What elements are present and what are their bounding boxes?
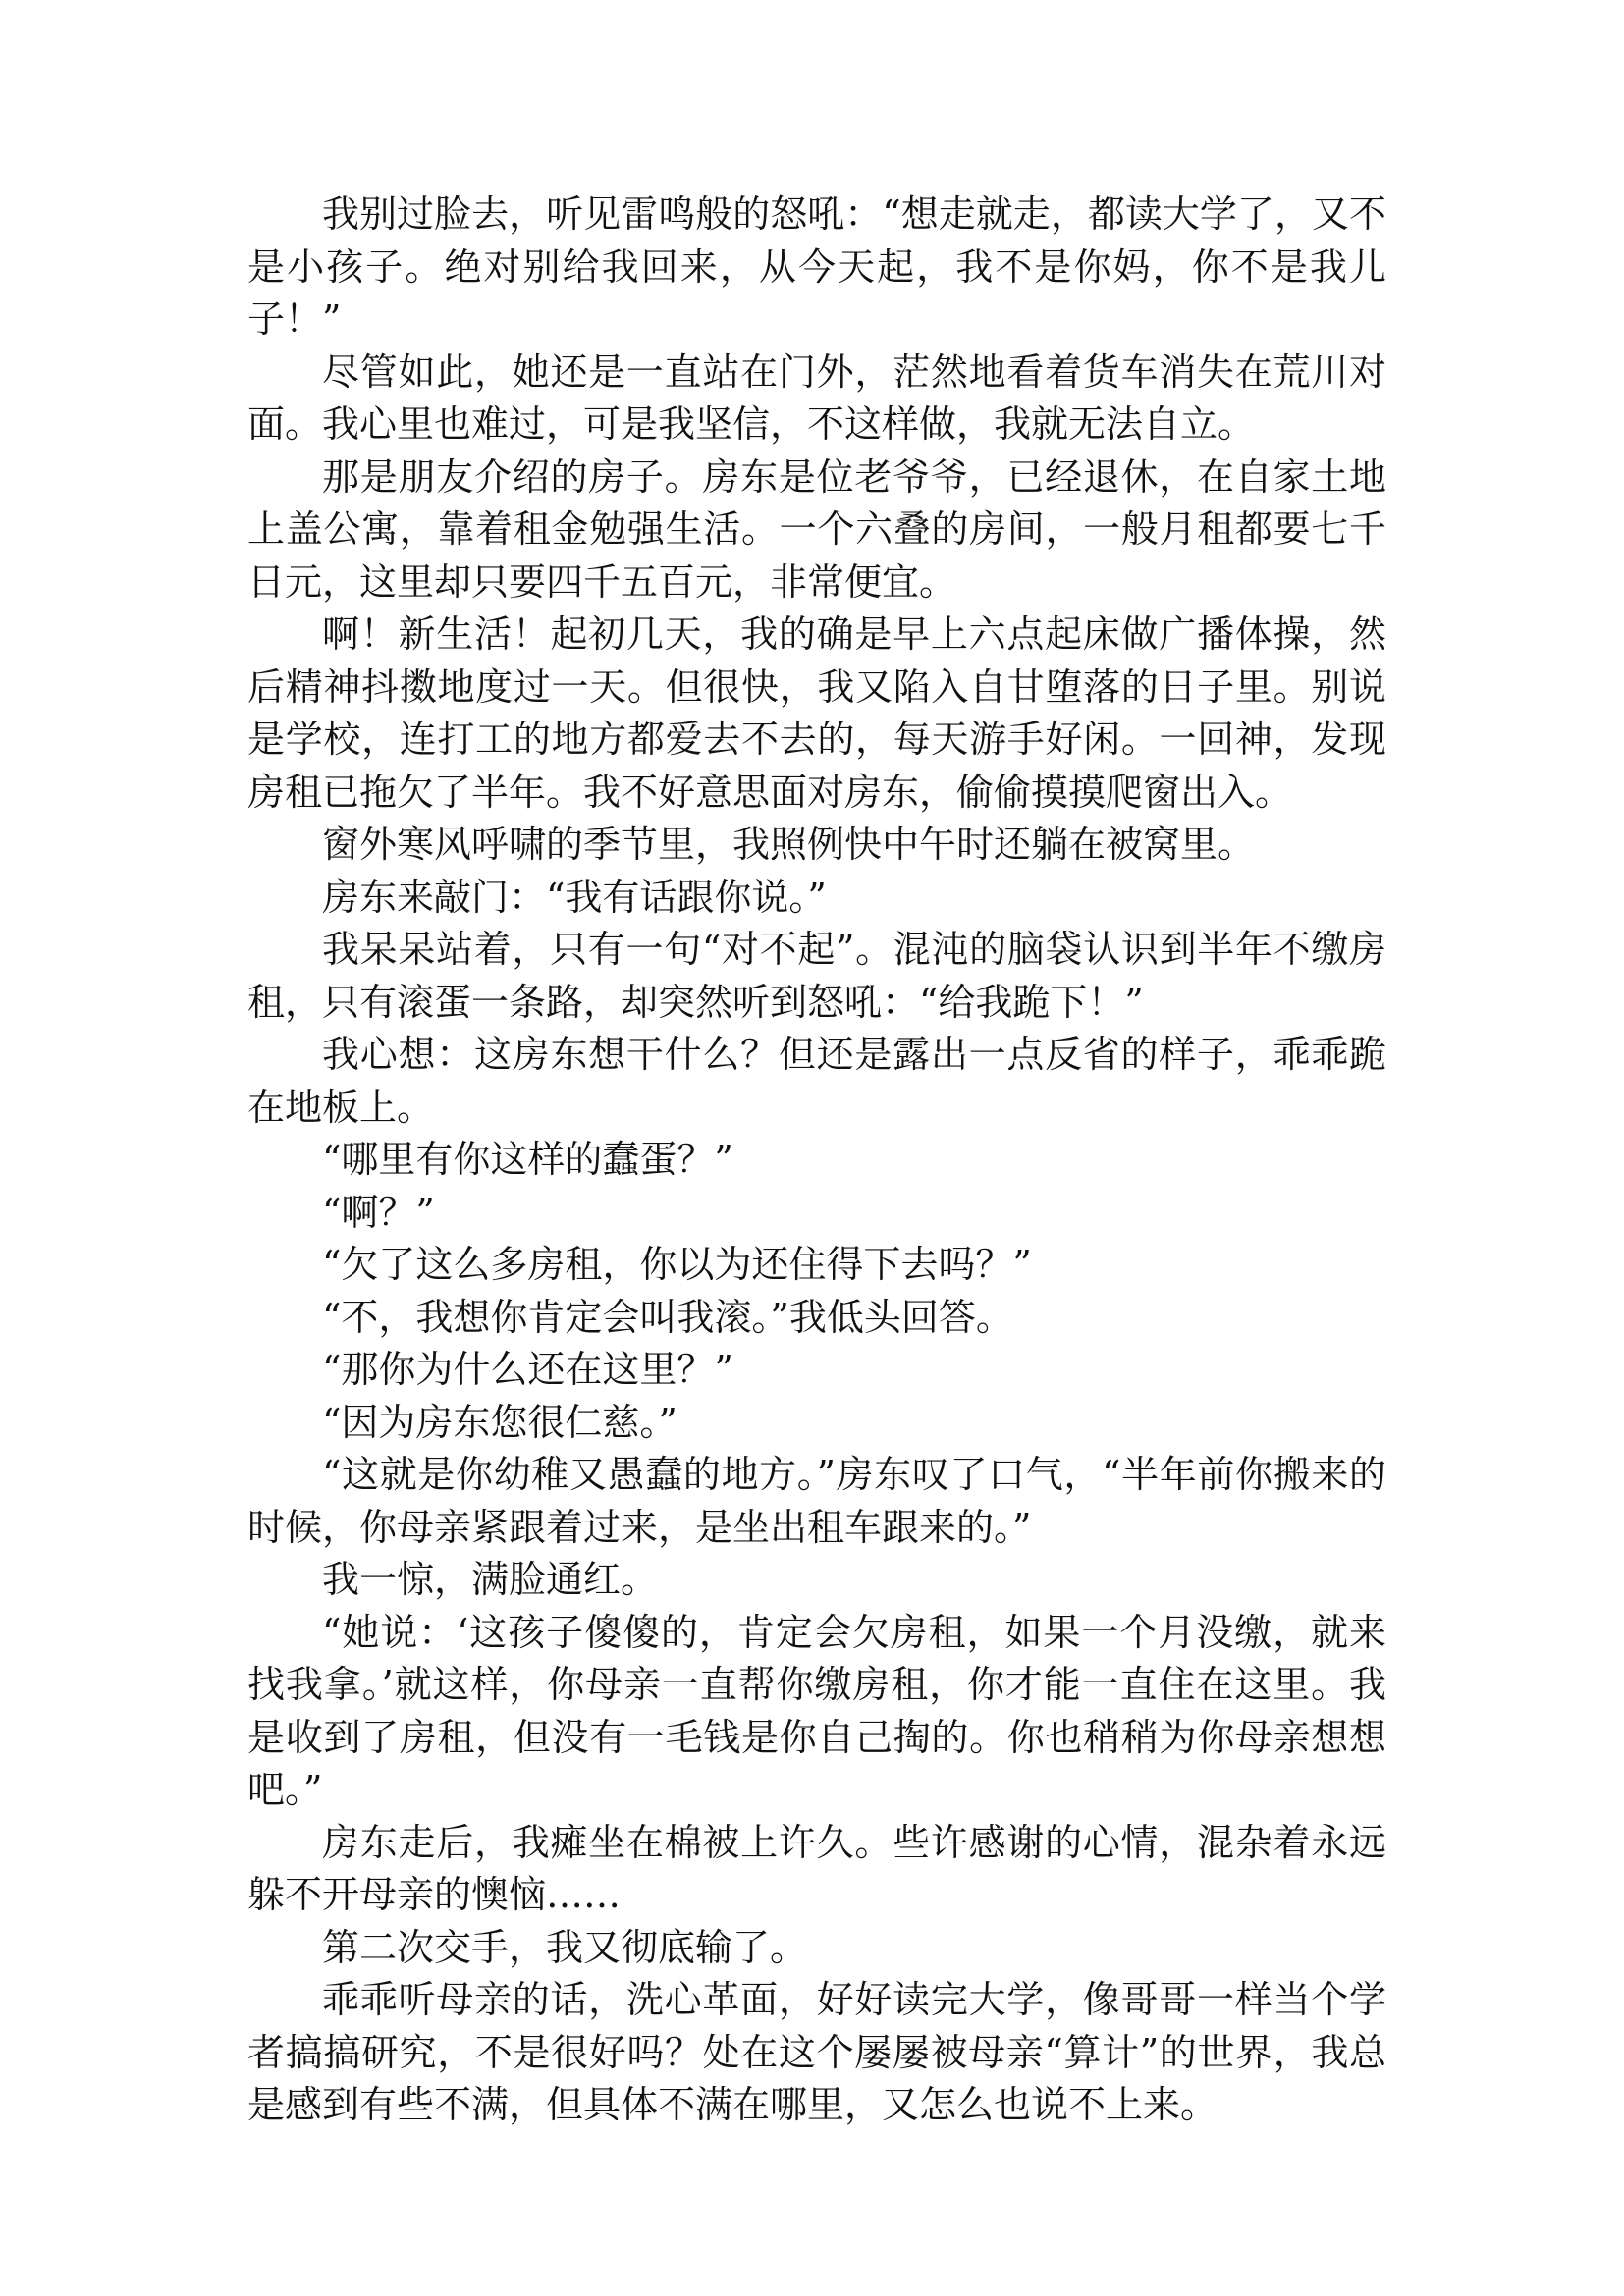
- paragraph: 我一惊，满脸通红。: [322, 1558, 659, 1601]
- paragraph: “因为房东您很仁慈。”: [322, 1400, 677, 1444]
- paragraph: 乖乖听母亲的话，洗心革面，好好读完大学，像哥哥一样当个学者搞搞研究，不是很好吗？处在这个屡屡被母亲“算计”的世界，我总是感到有些不满，但具体不满在哪里，又怎么也说不上来。: [247, 1978, 1386, 2126]
- paragraph: “这就是你幼稚又愚蠢的地方。”房东叹了口气，“半年前你搬来的时候，你母亲紧跟着过来，是坐出租车跟来的。”: [247, 1453, 1386, 1549]
- paragraph: “不，我想你肯定会叫我滚。”我低头回答。: [322, 1295, 1013, 1339]
- document-body: [247, 188, 1386, 2132]
- paragraph: 房东来敲门：“我有话跟你说。”: [322, 875, 827, 919]
- paragraph: “哪里有你这样的蠢蛋？”: [322, 1138, 733, 1181]
- paragraph: “欠了这么多房租，你以为还住得下去吗？”: [322, 1243, 1032, 1286]
- paragraph: 尽管如此，她还是一直站在门外，茫然地看着货车消失在荒川对面。我心里也难过，可是我坚信，不这样做，我就无法自立。: [247, 349, 1386, 446]
- paragraph: 那是朋友介绍的房子。房东是位老爷爷，已经退休，在自家土地上盖公寓，靠着租金勉强生活。一个六叠的房间，一般月租都要七千日元，这里却只要四千五百元，非常便宜。: [247, 454, 1386, 604]
- paragraph: “啊？”: [322, 1190, 435, 1234]
- paragraph: 啊！新生活！起初几天，我的确是早上六点起床做广播体操，然后精神抖擞地度过一天。但很快，我又陷入自甘堕落的日子里。别说是学校，连打工的地方都爱去不去的，每天游手好闲。一回神，发现房租已拖欠了半年。我不好意思面对房东，偷偷摸摸爬窗出入。: [247, 613, 1386, 814]
- paragraph: 我呆呆站着，只有一句“对不起”。混沌的脑袋认识到半年不缴房租，只有滚蛋一条路，却突然听到怒吼：“给我跪下！”: [247, 928, 1386, 1024]
- paragraph: 我心想：这房东想干什么？但还是露出一点反省的样子，乖乖跪在地板上。: [247, 1033, 1386, 1129]
- paragraph: “她说：‘这孩子傻傻的，肯定会欠房租，如果一个月没缴，就来找我拿。’就这样，你母亲一直帮你缴房租，你才能一直住在这里。我是收到了房租，但没有一毛钱是你自己掏的。你也稍稍为你母亲想想吧。”: [247, 1610, 1386, 1811]
- paragraph: 第二次交手，我又彻底输了。: [322, 1925, 808, 1969]
- paragraph: 窗外寒风呼啸的季节里，我照例快中午时还躺在被窝里。: [322, 823, 1256, 866]
- paragraph: 我别过脸去，听见雷鸣般的怒吼：“想走就走，都读大学了，又不是小孩子。绝对别给我回来，从今天起，我不是你妈，你不是我儿子！”: [247, 192, 1386, 341]
- paragraph: “那你为什么还在这里？”: [322, 1348, 733, 1391]
- paragraph: 房东走后，我瘫坐在棉被上许久。些许感谢的心情，混杂着永远躲不开母亲的懊恼……: [247, 1820, 1386, 1916]
